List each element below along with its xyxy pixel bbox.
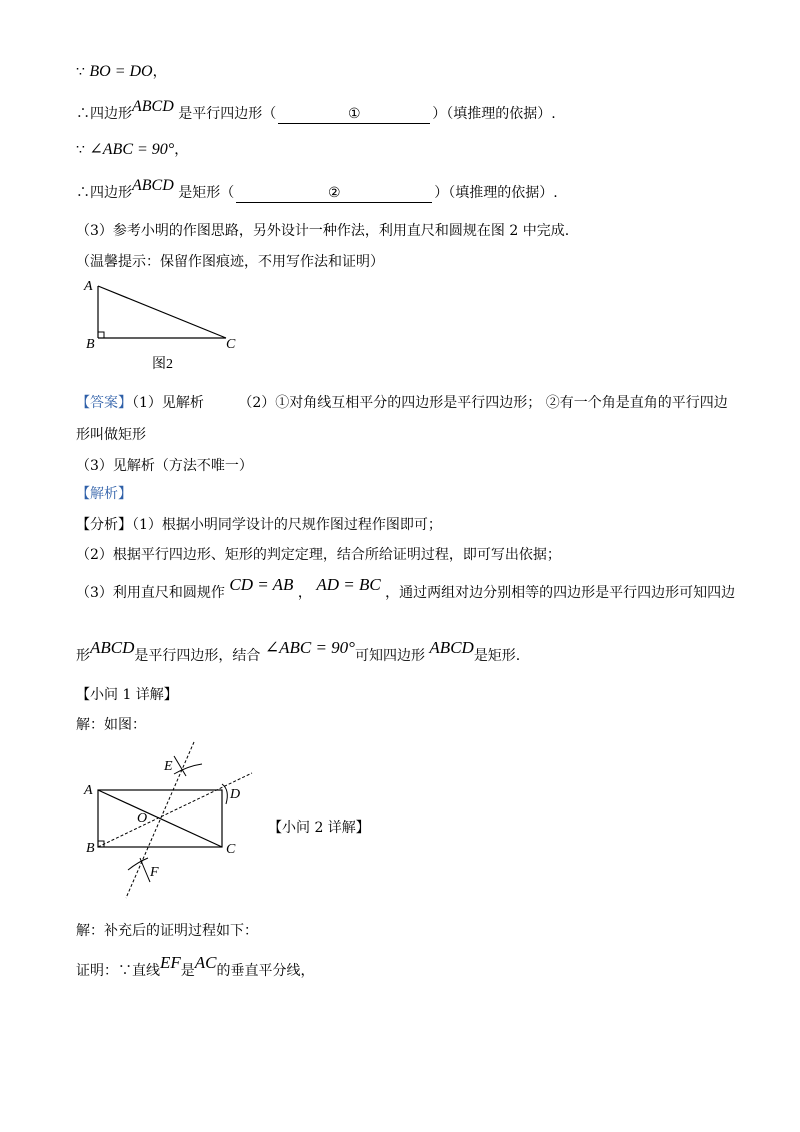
label-c: C: [226, 842, 236, 857]
math-angle-abc-90: ∠ABC = 90°: [264, 638, 355, 657]
proof-line: 证明：∵直线EF是AC的垂直平分线，: [76, 953, 315, 979]
fill-blank-1[interactable]: ①: [278, 106, 430, 124]
label-a: A: [84, 783, 93, 798]
because-symbol: ∵: [76, 142, 85, 158]
figure-caption: 图2: [152, 357, 173, 372]
math-ac: AC: [194, 953, 217, 972]
label-a: A: [84, 279, 93, 294]
fill-blank-2[interactable]: ②: [236, 185, 432, 203]
analysis-tag: 【解析】: [76, 486, 132, 502]
label-f: F: [150, 865, 159, 880]
question-3-text: （3）参考小明的作图思路，另外设计一种作法，利用直尺和圆规在图 2 中完成.: [76, 223, 570, 239]
label-e: E: [164, 759, 173, 774]
solution-2: 解：补充后的证明过程如下：: [76, 923, 258, 939]
answer-line-3: （3）见解析（方法不唯一）: [76, 458, 253, 474]
therefore-symbol: ∴: [76, 185, 90, 201]
math-bo-eq-do: BO = DO: [89, 63, 153, 80]
label-b: B: [86, 337, 95, 352]
answer-line-1: 【答案】（1）见解析 （2）①对角线互相平分的四边形是平行四边形； ②有一个角是直角的平行四边: [76, 395, 728, 411]
label-d: D: [230, 787, 241, 802]
math-abcd: ABCD: [90, 638, 135, 657]
answer-tag: 【答案】: [76, 395, 132, 411]
q1-title: 【小问 1 详解】: [76, 687, 178, 703]
q1-solution: 解：如图：: [76, 717, 146, 733]
line-angle-abc: ∵ ∠ABC = 90°，: [76, 141, 189, 158]
fenxi-line-2: （2）根据平行四边形、矩形的判定定理，结合所给证明过程，即可写出依据；: [76, 547, 561, 563]
math-angle-abc-90: ∠ABC = 90°: [89, 141, 175, 158]
math-cd-eq-ab: CD = AB: [229, 575, 294, 594]
math-ef: EF: [160, 953, 181, 972]
figure-construction: [76, 740, 266, 900]
therefore-symbol: ∴: [76, 106, 90, 122]
q2-title: 【小问 2 详解】: [268, 820, 370, 836]
answer-line-2: 形叫做矩形: [76, 427, 146, 443]
fenxi-line-3: （3）利用直尺和圆规作 CD = AB ， AD = BC ，通过两组对边分别相等的四边形是平行四边形可知四边: [76, 575, 736, 601]
line-bo-do: ∵ BO = DO，: [76, 63, 167, 80]
math-abcd: ABCD: [132, 177, 174, 194]
because-symbol: ∵: [76, 64, 85, 80]
math-abcd: ABCD: [132, 98, 174, 115]
fenxi-line-1: 【分析】（1）根据小明同学设计的尺规作图过程作图即可；: [76, 517, 442, 533]
figure-2: [76, 274, 256, 374]
math-ad-eq-bc: AD = BC: [316, 575, 381, 594]
line-parallelogram: ∴四边形ABCD 是平行四边形（ ① ）（填推理的依据）.: [76, 98, 556, 122]
hint-text: （温馨提示：保留作图痕迹，不用写作法和证明）: [76, 254, 384, 270]
line-rectangle: ∴四边形ABCD 是矩形（ ② ）（填推理的依据）.: [76, 177, 558, 201]
label-c: C: [226, 337, 236, 352]
math-abcd: ABCD: [429, 638, 474, 657]
label-o: O: [137, 811, 148, 826]
fenxi-line-4: 形ABCD是平行四边形，结合 ∠ABC = 90°可知四边形 ABCD是矩形.: [76, 638, 521, 664]
label-b: B: [86, 841, 95, 856]
